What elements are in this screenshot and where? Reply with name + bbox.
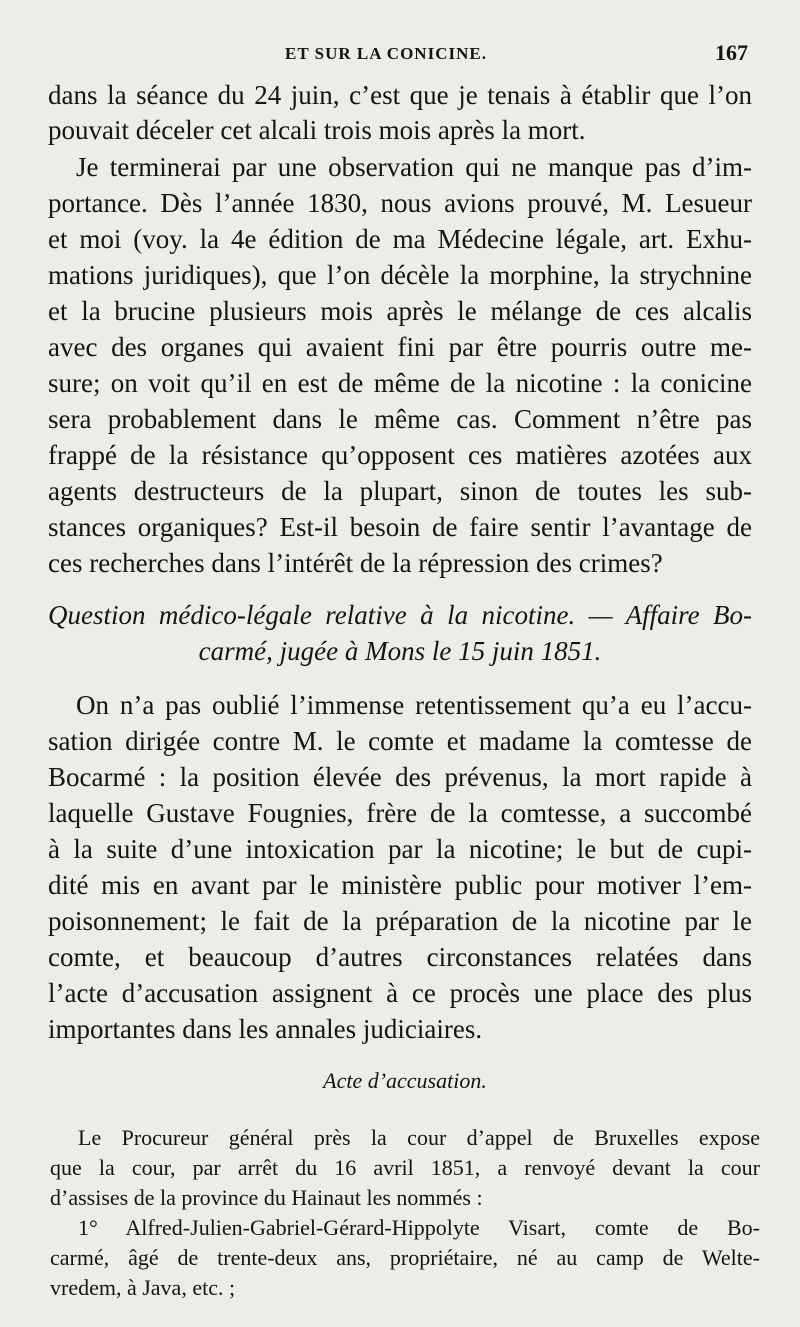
text-line: sera probablement dans le même cas. Comment n’être pas: [48, 404, 752, 434]
text-line: sation dirigée contre M. le comte et madame la comtesse de: [48, 726, 752, 756]
page-header: [0, 40, 800, 74]
text-line: dans la séance du 24 juin, c’est que je tenais à établir que l’on: [48, 80, 752, 110]
text-line: à la suite d’une intoxication par la nicotine; le but de cupi-: [48, 834, 752, 864]
text-line: pouvait déceler cet alcali trois mois après la mort.: [48, 115, 586, 145]
section-heading: carmé, jugée à Mons le 15 juin 1851.: [198, 636, 602, 666]
text-line: poisonnement; le fait de la préparation de la nicotine par le: [48, 906, 752, 936]
text-line: stances organiques? Est-il besoin de faire sentir l’avantage de: [48, 512, 752, 542]
text-line: avec des organes qui avaient fini par être pourris outre me-: [48, 332, 752, 362]
text-line: dité mis en avant par le ministère public pour motiver l’em-: [48, 870, 752, 900]
text-line: Je terminerai par une observation qui ne manque pas d’im-: [76, 152, 752, 182]
text-line: portance. Dès l’année 1830, nous avions prouvé, M. Lesueur: [48, 188, 752, 218]
text-line: Bocarmé : la position élevée des prévenus, la mort rapide à: [48, 762, 752, 792]
text-line: On n’a pas oublié l’immense retentissement qu’a eu l’accu-: [76, 690, 752, 720]
text-line: d’assises de la province du Hainaut les nommés :: [50, 1185, 483, 1210]
text-line: agents destructeurs de la plupart, sinon de toutes les sub-: [48, 476, 752, 506]
text-line: comte, et beaucoup d’autres circonstances relatées dans: [48, 942, 752, 972]
text-line: laquelle Gustave Fougnies, frère de la comtesse, a succombé: [48, 798, 752, 828]
text-line: et la brucine plusieurs mois après le mélange de ces alcalis: [48, 296, 752, 326]
text-line: que la cour, par arrêt du 16 avril 1851, a renvoyé devant la cour: [50, 1155, 760, 1180]
text-line: sure; on voit qu’il en est de même de la nicotine : la conicine: [48, 368, 752, 398]
text-line: importantes dans les annales judiciaires.: [48, 1014, 483, 1044]
section-heading: Question médico-légale relative à la nicotine. — Affaire Bo-: [48, 600, 752, 630]
text-line: vredem, à Java, etc. ;: [50, 1275, 236, 1300]
text-line: Le Procureur général près la cour d’appel de Bruxelles expose: [78, 1125, 760, 1150]
text-line: et moi (voy. la 4e édition de ma Médecine légale, art. Exhu-: [48, 224, 752, 254]
text-line: l’acte d’accusation assignent à ce procès une place des plus: [48, 978, 752, 1008]
text-line: carmé, âgé de trente-deux ans, propriétaire, né au camp de Welte-: [50, 1245, 760, 1270]
text-line: frappé de la résistance qu’opposent ces matières azotées aux: [48, 440, 752, 470]
text-line: ces recherches dans l’intérêt de la répression des crimes?: [48, 548, 663, 578]
text-line: mations juridiques), que l’on décèle la morphine, la strychnine: [48, 260, 752, 290]
running-title: ET SUR LA CONICINE.: [285, 44, 487, 63]
page-number: 167: [715, 40, 748, 65]
sub-heading: Acte d’accusation.: [323, 1068, 487, 1093]
text-line: 1° Alfred-Julien-Gabriel-Gérard-Hippolyte Visart, comte de Bo-: [78, 1215, 760, 1240]
